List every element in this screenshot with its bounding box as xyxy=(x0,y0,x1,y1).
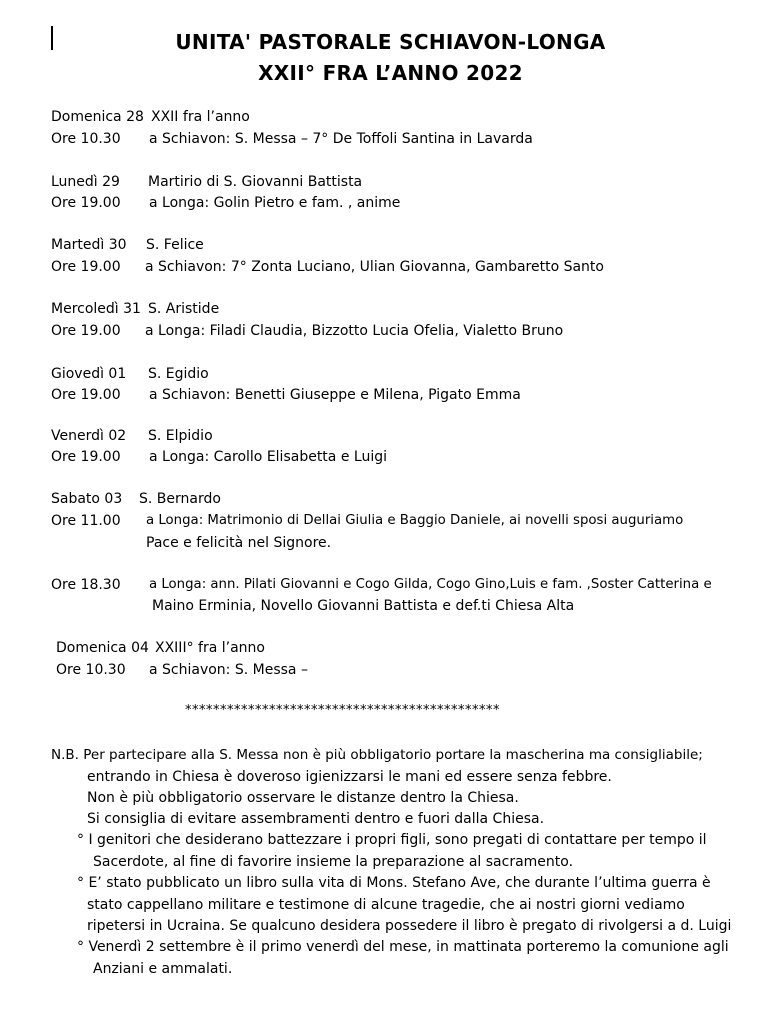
entry-time: Ore 19.00 xyxy=(51,259,121,275)
note-line: ° I genitori che desiderano battezzare i propri figli, sono pregati di contattare per tempo il xyxy=(77,832,707,848)
entry-saint: S. Elpidio xyxy=(148,428,213,444)
entry-day: Sabato 03 xyxy=(51,491,123,507)
entry-text: a Longa: Golin Pietro e fam. , anime xyxy=(149,195,401,211)
note-line: ° Venerdì 2 settembre è il primo venerdì del mese, in mattinata porteremo la comunione agli xyxy=(77,939,729,955)
separator: ********************************************* xyxy=(185,703,500,718)
entry-day: Domenica 28 xyxy=(51,109,144,125)
entry-time: Ore 19.00 xyxy=(51,195,121,211)
entry-time: Ore 10.30 xyxy=(56,662,126,678)
entry-text: a Schiavon: S. Messa – 7° De Toffoli Santina in Lavarda xyxy=(149,131,533,147)
page-subtitle: XXII° FRA L’ANNO 2022 xyxy=(258,61,523,85)
entry-saint: S. Felice xyxy=(146,237,204,253)
page-title: UNITA' PASTORALE SCHIAVON-LONGA xyxy=(175,30,606,54)
note-line: ° E’ stato pubblicato un libro sulla vita di Mons. Stefano Ave, che durante l’ultima guerra è xyxy=(77,875,711,891)
entry-time: Ore 19.00 xyxy=(51,323,121,339)
entry-text: a Schiavon: 7° Zonta Luciano, Ulian Giovanna, Gambaretto Santo xyxy=(145,259,604,275)
entry-saint: XXIII° fra l’anno xyxy=(155,640,265,656)
entry-day: Lunedì 29 xyxy=(51,174,120,190)
entry-text: a Schiavon: Benetti Giuseppe e Milena, Pigato Emma xyxy=(149,387,521,403)
entry-day: Domenica 04 xyxy=(56,640,149,656)
entry-saint: S. Egidio xyxy=(148,366,209,382)
note-line: entrando in Chiesa è doveroso igienizzarsi le mani ed essere senza febbre. xyxy=(87,769,612,785)
entry-saint: S. Bernardo xyxy=(139,491,221,507)
note-line: stato cappellano militare e testimone di alcune tragedie, che ai nostri giorni vediamo xyxy=(87,897,685,913)
note-line: Anziani e ammalati. xyxy=(93,961,233,977)
note-line: ripetersi in Ucraina. Se qualcuno desidera possedere il libro è pregato di rivolgersi a d. Luigi xyxy=(87,918,732,934)
entry-text: a Longa: Filadi Claudia, Bizzotto Lucia Ofelia, Vialetto Bruno xyxy=(145,323,564,339)
entry-saint: Martirio di S. Giovanni Battista xyxy=(148,174,363,190)
entry-text-continued: Maino Erminia, Novello Giovanni Battista e def.ti Chiesa Alta xyxy=(152,598,575,614)
entry-text-continued: Pace e felicità nel Signore. xyxy=(146,535,332,551)
entry-day: Giovedì 01 xyxy=(51,366,127,382)
entry-time: Ore 19.00 xyxy=(51,387,121,403)
entry-time: Ore 10.30 xyxy=(51,131,121,147)
entry-day: Mercoledì 31 xyxy=(51,301,141,317)
entry-day: Venerdì 02 xyxy=(51,428,127,444)
entry-day: Martedì 30 xyxy=(51,237,127,253)
note-line: Sacerdote, al fine di favorire insieme la preparazione al sacramento. xyxy=(93,854,574,870)
note-line: N.B. Per partecipare alla S. Messa non è più obbligatorio portare la mascherina ma consigliabile; xyxy=(51,747,703,763)
entry-time: Ore 11.00 xyxy=(51,513,121,529)
entry-text: a Longa: Carollo Elisabetta e Luigi xyxy=(149,449,387,465)
entry-text: a Schiavon: S. Messa – xyxy=(149,662,308,678)
entry-time: Ore 18.30 xyxy=(51,577,121,593)
entry-text: a Longa: ann. Pilati Giovanni e Cogo Gilda, Cogo Gino,Luis e fam. ,Soster Catterina e xyxy=(149,577,712,592)
entry-saint: XXII fra l’anno xyxy=(151,109,250,125)
entry-text: a Longa: Matrimonio di Dellai Giulia e Baggio Daniele, ai novelli sposi auguriamo xyxy=(146,513,684,528)
entry-time: Ore 19.00 xyxy=(51,449,121,465)
note-line: Si consiglia di evitare assembramenti dentro e fuori dalla Chiesa. xyxy=(87,811,545,827)
entry-saint: S. Aristide xyxy=(148,301,220,317)
note-line: Non è più obbligatorio osservare le distanze dentro la Chiesa. xyxy=(87,790,519,806)
